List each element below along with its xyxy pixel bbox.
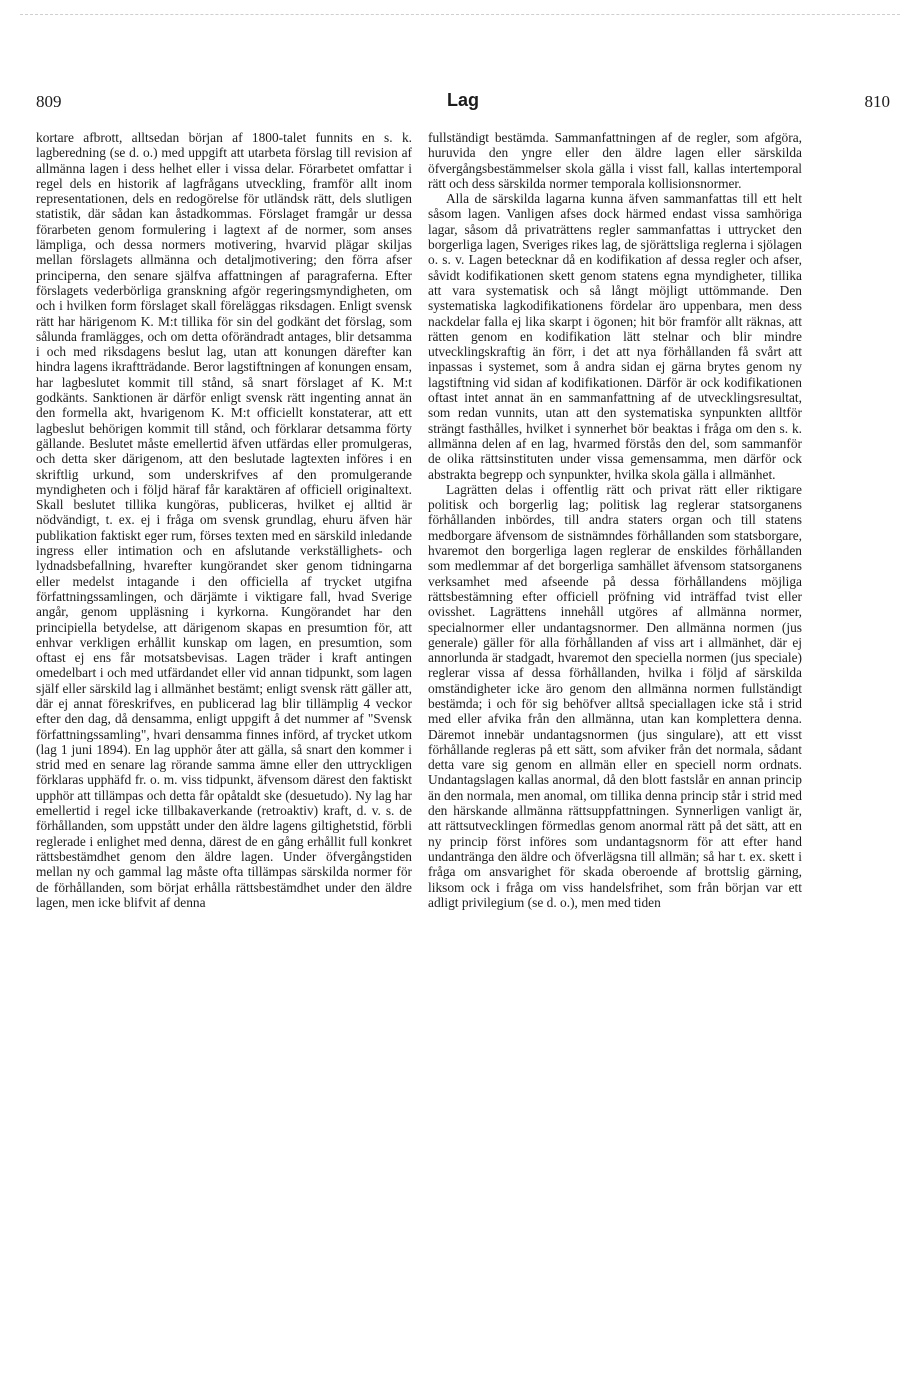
page-number-right: 810 <box>864 92 890 111</box>
right-paragraph-3: Lagrätten delas i offentlig rätt och privat rätt eller riktigare politisk och borgerlig lag; politisk lag reglerar statsorganens förhållanden inbördes, till andra staters organ och till statens medborgare äfvensom de sistnämndes förhållanden som statsborgare, hvaremot den borgerliga lagen reglerar de enskildes förhållanden som medlemmar af det borgerliga samhället äfvensom statsorganens verksamhet med afseende på dessa förhållandens möjliga rättsbestämning efter officiell pröfning vid inträffad tvist eller ovisshet. Lagrättens innehåll utgöres af allmänna normer, specialnormer eller undantagsnormer. Den allmänna normen (jus generale) gäller för alla förhållanden af viss art i allmänhet, där ej annorlunda är stadgadt, hvaremot den speciella normen (jus speciale) reglerar vissa af dessa förhållanden, hvilka i följd af särskilda omständigheter icke äro genom den allmänna normen fullständigt bestämda; i och för sig behöfver alltså speciallagen icke stå i strid med eller afvika från den allmänna, utan kan komplettera denna. Däremot innebär undantagsnormen (jus singulare), att ett visst förhållande regleras på ett sätt, som afviker från det normala, sådant detta vare sig genom en allmän eller en speciell norm ordnats. Undantagslagen kallas anormal, då den blott fastslår en annan princip än den normala, men anomal, om tillika denna princip står i strid med den härskande allmänna rättsuppfattningen. Synnerligen vanligt är, att rättsutvecklingen förmedlas genom anormal rätt på det sätt, att en ny princip först införes som undantagsnorm för att efter hand undantränga den äldre och öfverlägsna till allmän; så har t. ex. skett i fråga om ansvarighet för skada oberoende af brottslig gärning, liksom ock i fråga om viss handelsfrihet, som från början var ett adligt privilegium (se d. o.), men med tiden <box>428 481 802 910</box>
right-column <box>428 130 802 1380</box>
right-paragraph-2: Alla de särskilda lagarna kunna äfven sammanfattas till ett helt såsom lagen. Vanligen afses dock härmed endast vissa samhöriga lagar, såsom då privaträttens regler sammanfattas i uttrycket den borgerliga lagen, Sveriges rikes lag, de sjörättsliga reglerna i sjölagen o. s. v. Lagen betecknar då en kodifikation af dessa regler och afser, såvidt kodifikationen skett genom statens egna myndigheter, tillika att vara systematisk och så långt möjligt uttömmande. Den systematiska lagkodifikationens fördelar äro uppenbara, men dess nackdelar falla ej lika skarpt i ögonen; hit bör framför allt räknas, att rätten genom en kodifikation lätt stelnar och blir mindre utvecklingskraftig än förr, i det att nya förhållanden få svårt att inpassas i systemet, som å andra sidan ej gärna brytes genom ny lagstiftning vid sidan af kodifikationen. Därför är ock kodifikationen oftast intet annat än en sammanfattning af de utvecklingsresultat, som redan vunnits, utan att den systematiska synpunkten alltför strängt fasthålles, hvilket i synnerhet bör beaktas i fråga om den s. k. allmänna delen af en lag, hvarmed förstås den del, som sammanför de olika rättsinstituten under vissa gemensamma, men därför ock abstrakta begrepp och synpunkter, hvilka skola gälla i allmänhet. <box>428 191 802 482</box>
scan-edge-line <box>20 14 900 15</box>
right-paragraph-1: fullständigt bestämda. Sammanfattningen af de regler, som afgöra, huruvida den yngre eller den äldre lagen eller särskilda öfvergångsbestämmelser skola gälla i visst fall, kallas intertemporal rätt och dess särskilda normer temporala kollisionsnormer. <box>428 130 802 191</box>
running-head-title: Lag <box>446 90 479 110</box>
left-column <box>36 130 412 1380</box>
page-number-left: 809 <box>36 92 62 111</box>
left-paragraph-1: kortare afbrott, alltsedan början af 1800-talet funnits en s. k. lagberedning (se d. o.) med uppgift att utarbeta förslag till revision af allmänna lagen i dess helhet eller i vissa delar. Förarbetet omfattar i regel dels en historik af lagfrågans utveckling, framför allt inom representationen, dels en redogörelse för utländsk rätt, dels slutligen statistik, där sådan kan åstadkommas. Förslaget framgår ur dessa förarbeten genom formulering i lagtext af de normer, som anses lämpliga, och dessa normers motivering, hvarvid plägar skiljas mellan förslagets allmänna och detaljmotivering; den förra afser principerna, den senare själfva affattningen af paragraferna. Efter förslagets vederbörliga granskning afgör regeringsmyndigheten, om och i hvilken form förslaget skall föreläggas riksdagen. Enligt svensk rätt har härigenom K. M:t tillika för sin del godkänt det förslag, som sålunda framlägges, och om detta oförändradt antages, blir detsamma i och med riksdagens beslut lag, utan att konungen därefter kan hindra lagens ikraftträdande. Beror lagstiftningen af konungen ensam, har lagbeslutet kommit till stånd, så snart förslaget af K. M:t godkänts. Sanktionen är därför enligt svensk rätt ingenting annat än den formella akt, hvarigenom K. M:t officiellt konstaterar, att ett lagbeslut behörigen kommit till stånd, och förklarar detsamma förty gällande. Beslutet måste emellertid äfven utfärdas eller promulgeras, och detta sker därigenom, att den beslutade lagtexten införes i en skriftlig urkund, som underskrifves af den promulgerande myndigheten och i följd häraf får karaktären af officiell originaltext. Skall beslutet tillika kungöras, publiceras, hvilket ej alltid är nödvändigt, t. ex. ej i fråga om svensk grundlag, ehuru äfven här publikation faktiskt eger rum, förses texten med en särskild inledande ingress eller intimation och en afslutande verkställighets- och lydnadsbefallning, hvarefter kungörandet sker genom tidningarna eller medelst intagande i den officiella af trycket utgifna författningssamlingen, och därjämte i viktigare fall, hvad Sverige angår, genom uppläsning i kyrkorna. Kungörandet har den principiella betydelse, att därigenom skapas en presumtion för, att enhvar verkligen erhållit kunskap om lagen, en presumtion, som oftast ej ens får motsatsbevisas. Lagen träder i kraft antingen omedelbart i och med utfärdandet eller vid annan tidpunkt, som lagen själf eller särskild lag i allmänhet bestämt; enligt svensk rätt gäller att, där ej annat föreskrifves, en publicerad lag blir tillämplig 4 veckor efter den dag, då densamma, enligt uppgift å det nummer af "Svensk författningssamling", hvari densamma finnes införd, af trycket utkom (lag 1 juni 1894). En lag upphör åter att gälla, så snart den kommer i strid med en senare lag rörande samma ämne eller den uttryckligen förklaras upphäfd fr. o. m. viss tidpunkt, äfvensom därest den faktiskt upphör att tillämpas och detta får opåtaldt ske (desuetudo). Ny lag har emellertid i regel icke tillbakaverkande (retroaktiv) kraft, d. v. s. de förhållanden, som uppstått under den äldre lagens giltighetstid, förbli reglerade i enlighet med denna, därest de en gång erhållit full konkret rättsbestämdhet genom den äldre lagen. Under öfvergångstiden mellan ny och gammal lag måste ofta tillämpas särskilda normer för de förhållanden, som börjat erhålla rättsbestämdhet under den äldre lagen, men icke blifvit af denna <box>36 130 412 910</box>
page-header <box>36 92 890 116</box>
